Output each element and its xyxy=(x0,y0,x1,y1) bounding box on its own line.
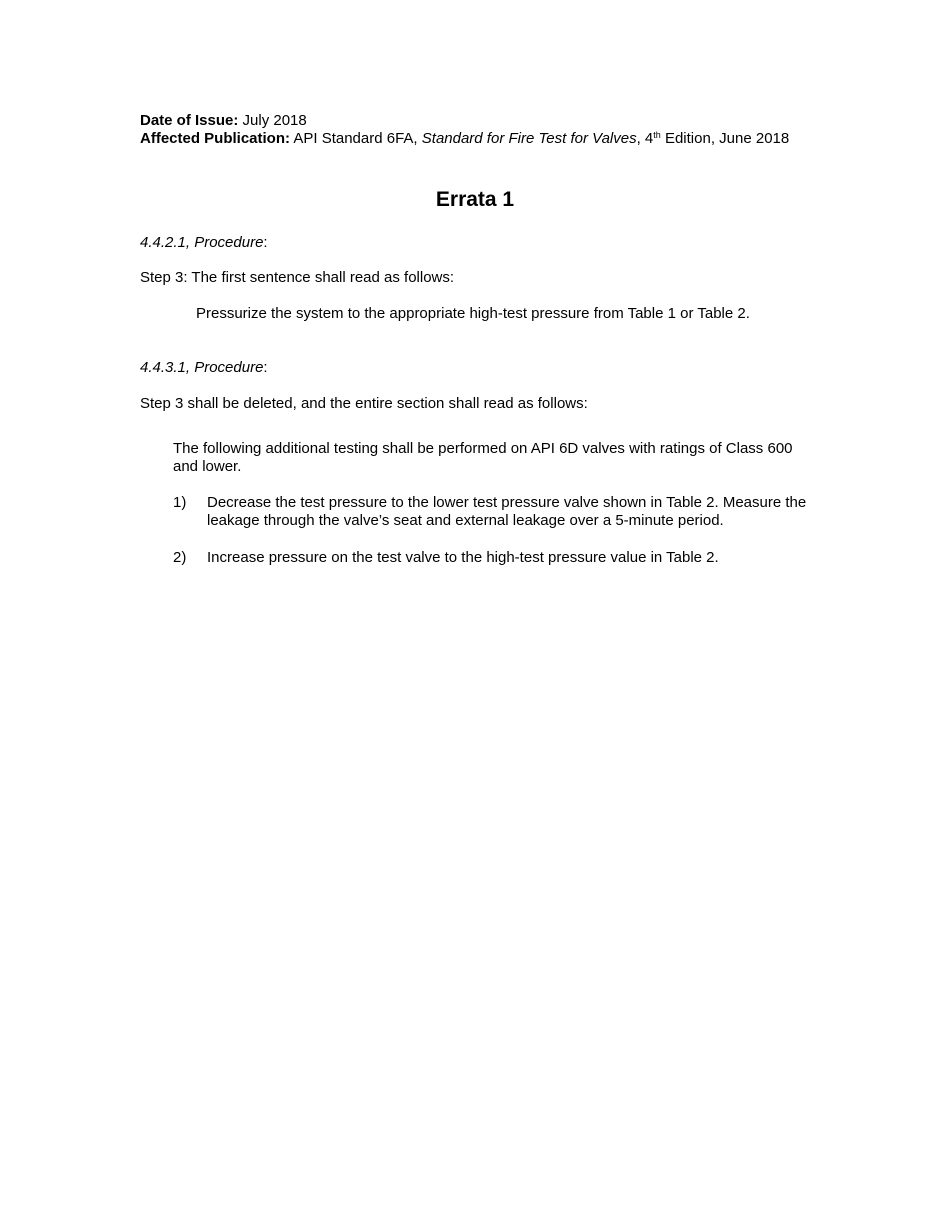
publication-edition-ordinal: th xyxy=(653,130,661,140)
section-heading-4-4-3-1 xyxy=(140,359,268,377)
date-of-issue-value: July 2018 xyxy=(238,112,307,129)
publication-edition-number: , 4 xyxy=(636,130,654,147)
publication-title: Standard for Fire Test for Valves xyxy=(421,130,637,147)
affected-publication-line xyxy=(140,130,789,148)
section-heading-colon: : xyxy=(263,234,268,251)
date-of-issue-label: Date of Issue: xyxy=(140,112,239,129)
section-heading-4-4-2-1 xyxy=(140,234,268,252)
date-of-issue-line xyxy=(140,112,307,130)
publication-edition-date: Edition, June 2018 xyxy=(660,130,790,147)
section-heading-text: 4.4.2.1, Procedure xyxy=(140,234,264,251)
affected-publication-label: Affected Publication: xyxy=(140,130,291,147)
section-instruction: Step 3 shall be deleted, and the entire section shall read as follows: xyxy=(140,395,588,412)
publication-prefix: API Standard 6FA, xyxy=(290,130,422,147)
section-heading-colon: : xyxy=(263,359,268,376)
list-item-number: 1) xyxy=(173,494,187,511)
page-title: Errata 1 xyxy=(435,188,515,211)
replacement-intro-paragraph: The following additional testing shall be performed on API 6D valves with ratings of Class 600 and lower. xyxy=(173,440,793,475)
list-item-number: 2) xyxy=(173,549,187,566)
section-instruction: Step 3: The first sentence shall read as follows: xyxy=(140,269,455,286)
list-item-text: Decrease the test pressure to the lower test pressure valve shown in Table 2. Measure the leakage through the valve’s seat and external leakage over a 5-minute period. xyxy=(207,494,807,529)
section-heading-text: 4.4.3.1, Procedure xyxy=(140,359,264,376)
list-item-text: Increase pressure on the test valve to the high-test pressure value in Table 2. xyxy=(207,549,719,566)
replacement-text: Pressurize the system to the appropriate high-test pressure from Table 1 or Table 2. xyxy=(196,305,750,322)
